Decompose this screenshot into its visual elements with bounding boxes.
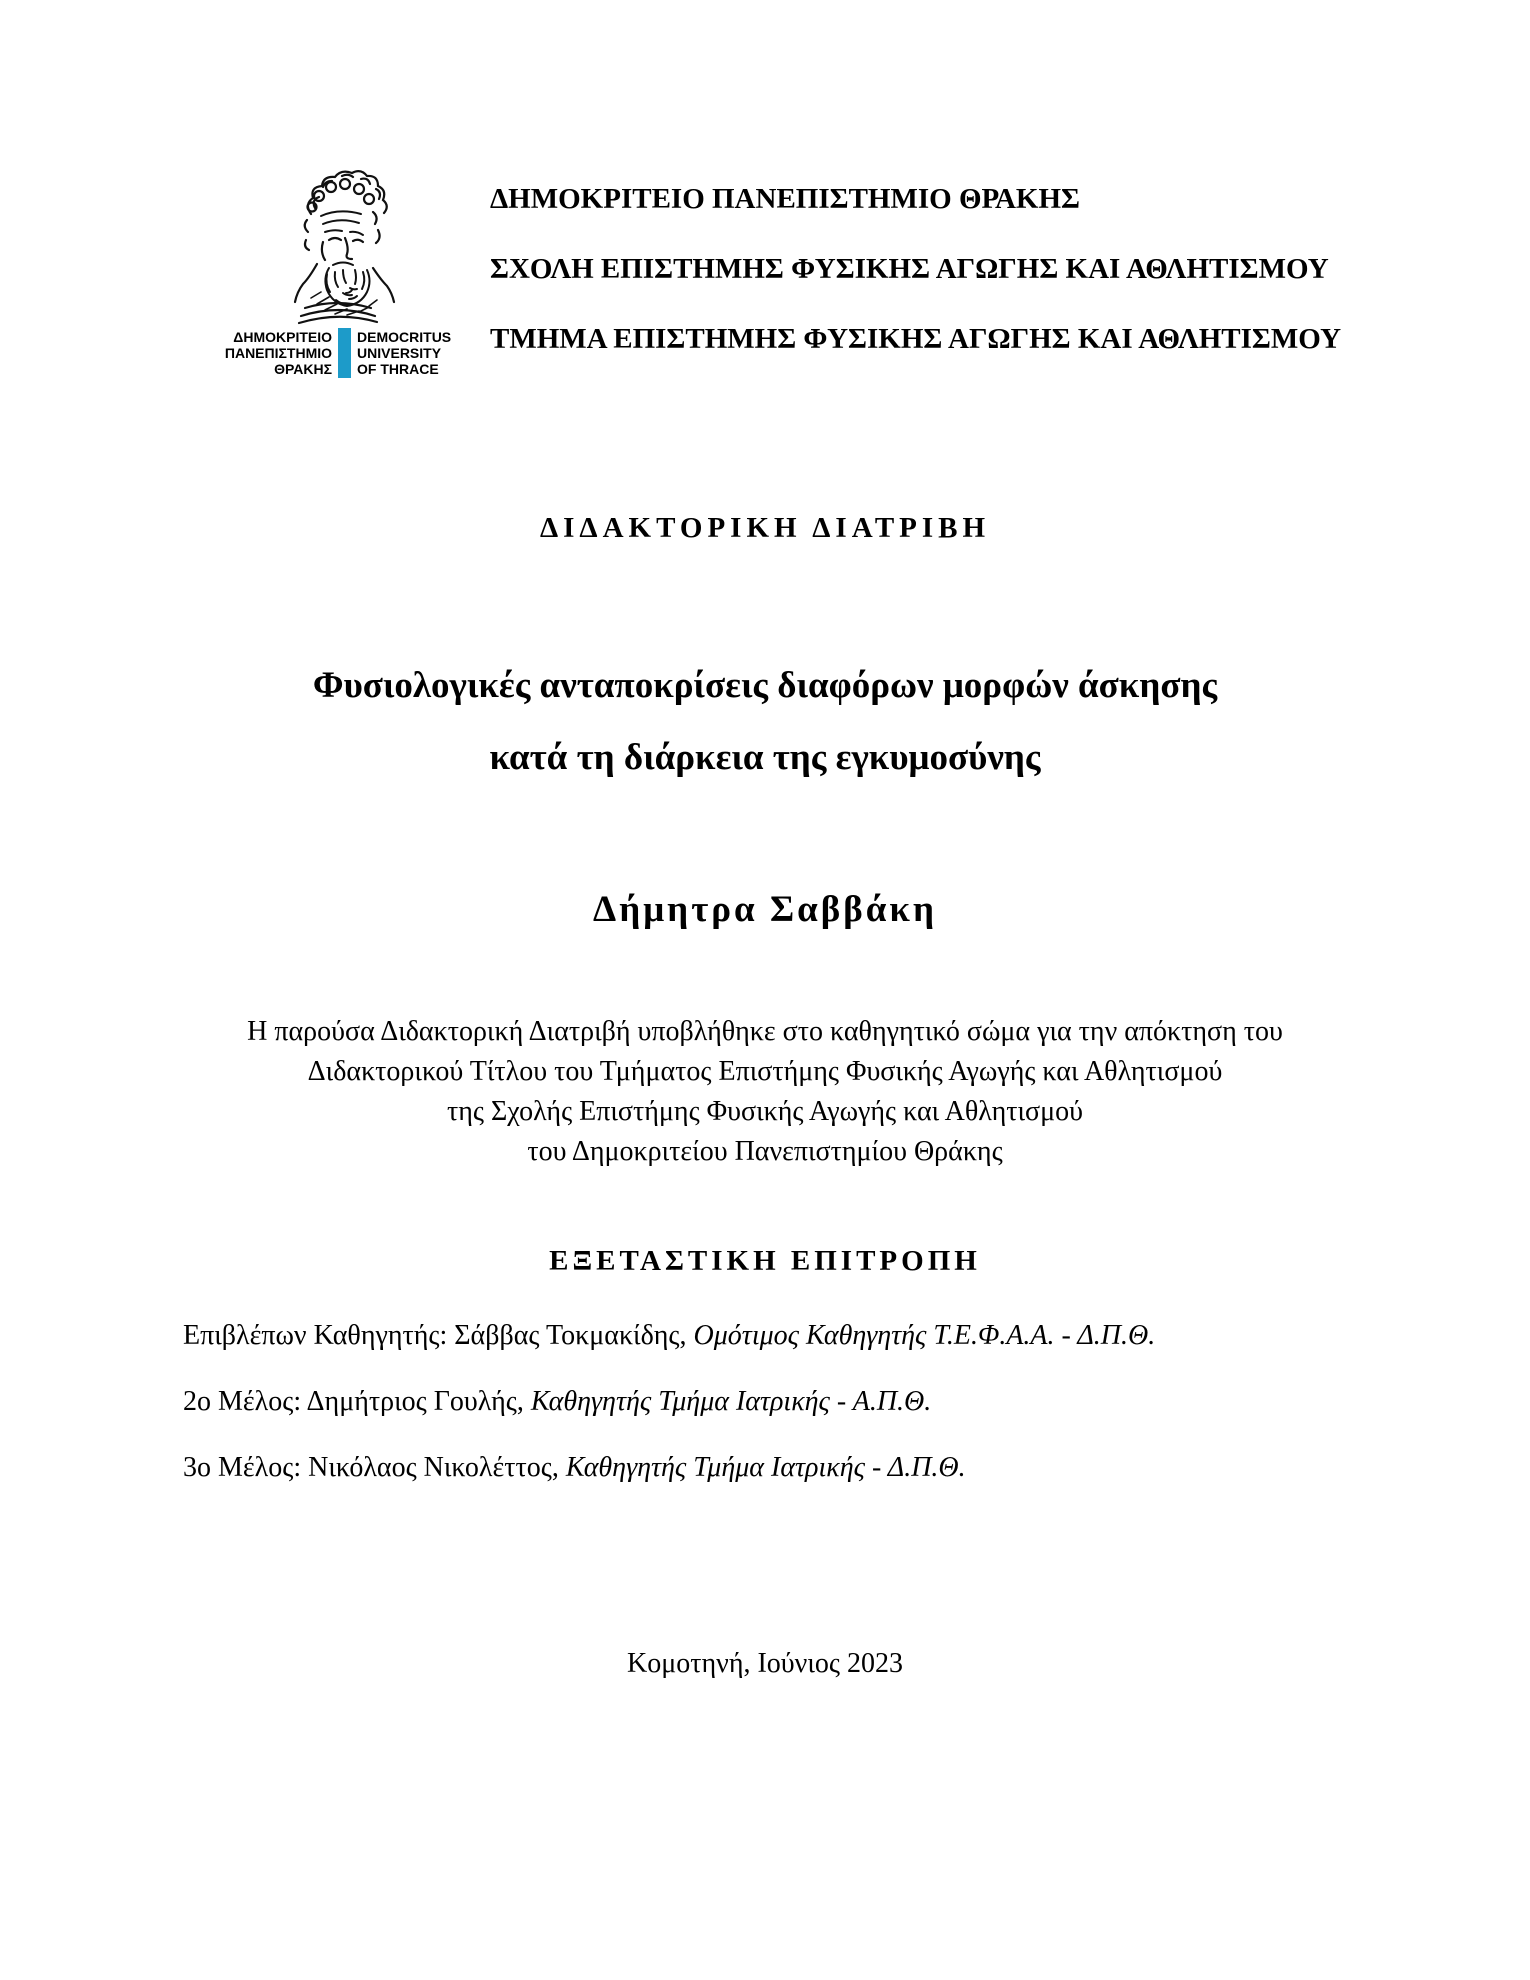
university-name: ΔΗΜΟΚΡΙΤΕΙΟ ΠΑΝΕΠΙΣΤΗΜΙΟ ΘΡΑΚΗΣ: [490, 183, 1080, 215]
committee-member-role: Καθηγητής Τμήμα Ιατρικής - Α.Π.Θ.: [530, 1386, 932, 1417]
committee-member-role: Καθηγητής Τμήμα Ιατρικής - Δ.Π.Θ.: [565, 1452, 966, 1483]
committee-member-name: Επιβλέπων Καθηγητής: Σάββας Τοκμακίδης,: [183, 1320, 687, 1351]
submission-line: Διδακτορικού Τίτλου του Τμήματος Επιστήμης Φυσικής Αγωγής και Αθλητισμού: [307, 1056, 1223, 1087]
submission-line: της Σχολής Επιστήμης Φυσικής Αγωγής και Αθλητισμού: [447, 1096, 1083, 1127]
committee-heading: ΕΞΕΤΑΣΤΙΚΗ ΕΠΙΤΡΟΠΗ: [549, 1245, 981, 1277]
committee-member-name: 2ο Μέλος: Δημήτριος Γουλής,: [183, 1386, 524, 1417]
thesis-title: [0, 650, 1530, 794]
committee-member: [183, 1452, 1155, 1484]
committee-member: [183, 1320, 1155, 1352]
thesis-title-line-2: κατά τη διάρκεια της εγκυμοσύνης: [489, 737, 1041, 778]
author-name: Δήμητρα Σαββάκη: [593, 889, 937, 930]
logo-divider-bar: [338, 328, 351, 378]
thesis-title-line-1: Φυσιολογικές ανταποκρίσεις διαφόρων μορφών άσκησης: [312, 665, 1218, 706]
democritus-portrait-icon: [277, 168, 399, 326]
department-name: ΤΜΗΜΑ ΕΠΙΣΤΗΜΗΣ ΦΥΣΙΚΗΣ ΑΓΩΓΗΣ ΚΑΙ ΑΘΛΗΤΙΣΜΟΥ: [490, 323, 1342, 355]
thesis-type-heading: ΔΙΔΑΚΤΟΡΙΚΗ ΔΙΑΤΡΙΒΗ: [539, 512, 991, 544]
logo-wordmark-greek: ΔΗΜΟΚΡΙΤΕΙΟ ΠΑΝΕΠΙΣΤΗΜΙΟ ΘΡΑΚΗΣ: [224, 329, 333, 377]
logo-wordmark: [218, 328, 458, 378]
committee-member-role: Ομότιμος Καθηγητής Τ.Ε.Φ.Α.Α. - Δ.Π.Θ.: [693, 1320, 1156, 1351]
committee-list: [183, 1320, 1155, 1518]
school-name: ΣΧΟΛΗ ΕΠΙΣΤΗΜΗΣ ΦΥΣΙΚΗΣ ΑΓΩΓΗΣ ΚΑΙ ΑΘΛΗΤΙΣΜΟΥ: [490, 253, 1329, 285]
submission-line: του Δημοκριτείου Πανεπιστημίου Θράκης: [527, 1136, 1003, 1167]
committee-member: [183, 1386, 1155, 1418]
institution-header: [490, 183, 1341, 393]
submission-statement: [0, 1012, 1530, 1172]
submission-line: Η παρούσα Διδακτορική Διατριβή υποβλήθηκε στο καθηγητικό σώμα για την απόκτηση του: [247, 1016, 1283, 1047]
logo-wordmark-english: DEMOCRITUS UNIVERSITY OF THRACE: [357, 329, 452, 377]
place-and-date: Κομοτηνή, Ιούνιος 2023: [627, 1648, 903, 1679]
committee-member-name: 3ο Μέλος: Νικόλαος Νικολέττος,: [183, 1452, 559, 1483]
university-logo: [218, 168, 458, 378]
